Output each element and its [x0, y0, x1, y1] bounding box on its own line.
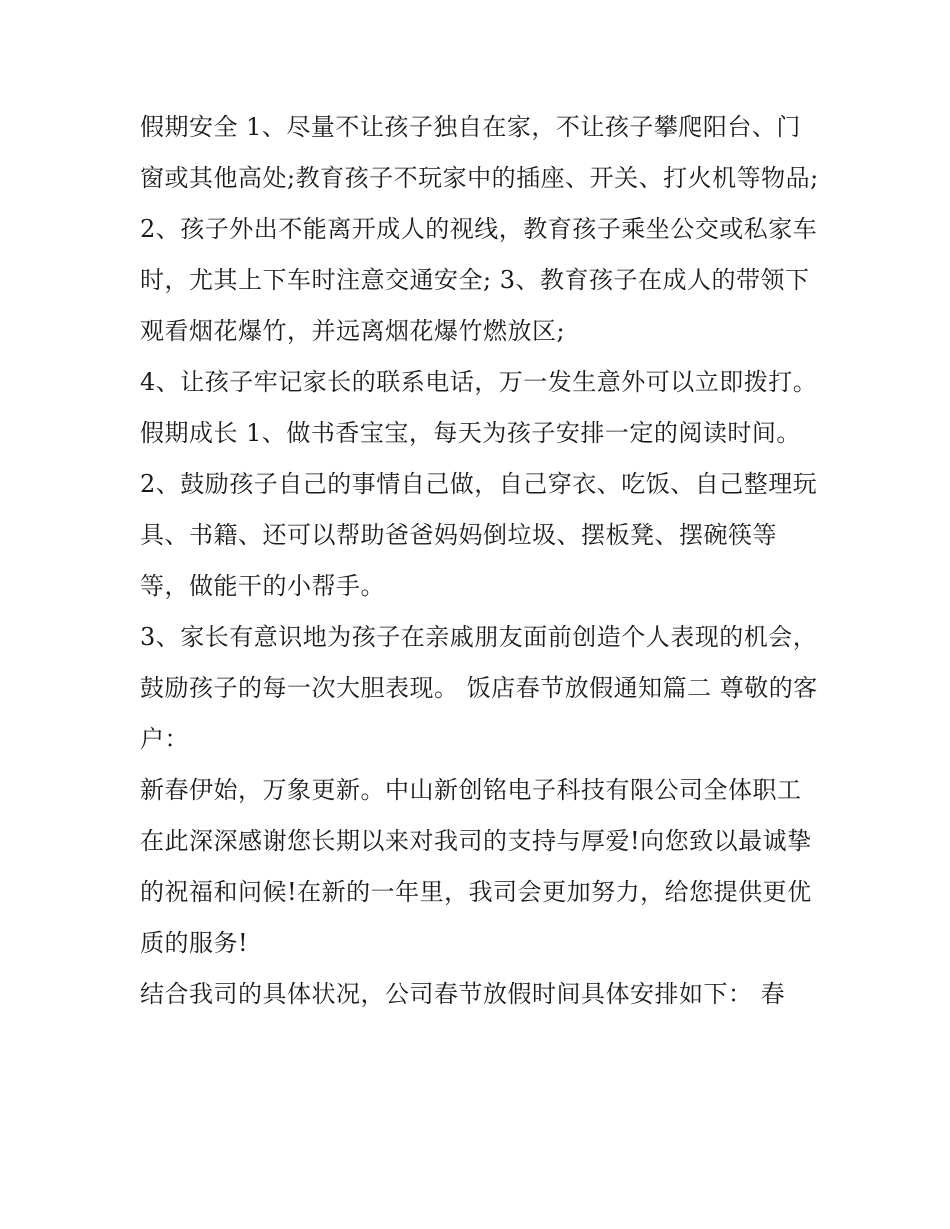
paragraph-contact-reading: 4、让孩子牢记家长的联系电话，万一发生意外可以立即拨打。 假期成长 1、做书香宝宝，每天为孩子安排一定的阅读时间。 [140, 368, 826, 447]
paragraph-new-year-greeting: 新春伊始，万象更新。中山新创铭电子科技有限公司全体职工在此深深感谢您长期以来对我司的支持与厚爱!向您致以最诚挚的祝福和问候!在新的一年里，我司会更加努力，给您提供更优质的服务! [140, 776, 812, 957]
paragraph-self-reliance: 2、鼓励孩子自己的事情自己做，自己穿衣、吃饭、自己整理玩具、书籍、还可以帮助爸爸妈妈倒垃圾、摆板凳、摆碗筷等等，做能干的小帮手。 [140, 470, 818, 600]
paragraph-outing-safety: 2、孩子外出不能离开成人的视线，教育孩子乘坐公交或私家车时，尤其上下车时注意交通安全; 3、教育孩子在成人的带领下观看烟花爆竹，并远离烟花爆竹燃放区; [140, 215, 818, 345]
paragraph-holiday-schedule: 结合我司的具体状况，公司春节放假时间具体安排如下： 春 [140, 980, 786, 1008]
paragraph-holiday-safety: 假期安全 1、尽量不让孩子独自在家，不让孩子攀爬阳台、门窗或其他高处;教育孩子不玩家中的插座、开关、打火机等物品; [140, 113, 819, 192]
document-body [140, 102, 826, 1020]
paragraph-encouragement-notice: 3、家长有意识地为孩子在亲戚朋友面前创造个人表现的机会，鼓励孩子的每一次大胆表现。 饭店春节放假通知篇二 尊敬的客户： [140, 623, 818, 753]
